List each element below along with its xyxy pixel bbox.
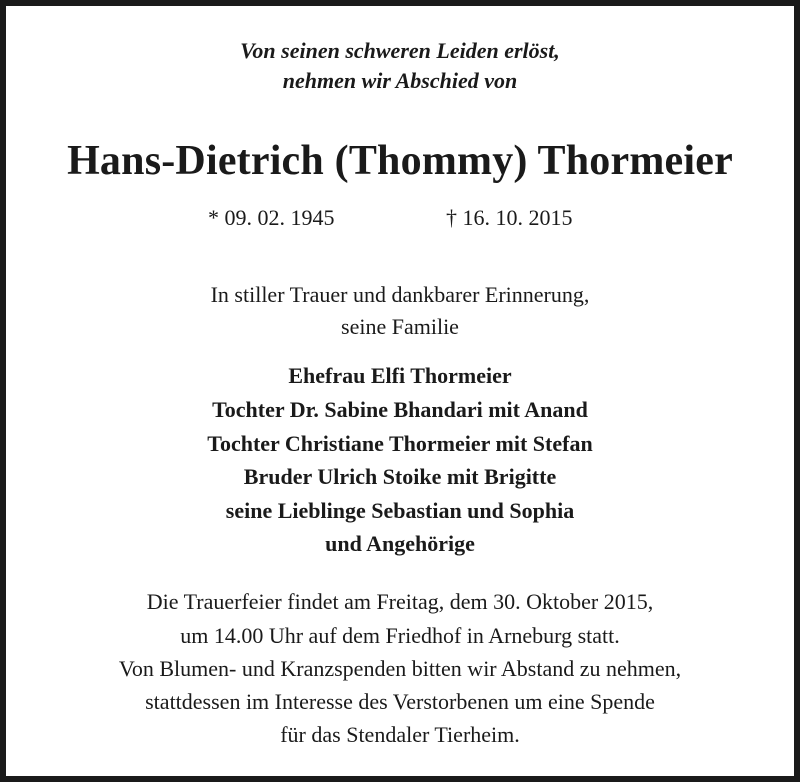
intro-line-1: Von seinen schweren Leiden erlöst, [240, 38, 560, 63]
service-line-5: für das Stendaler Tierheim. [280, 722, 520, 747]
family-member: seine Lieblinge Sebastian und Sophia [225, 498, 575, 523]
birth-date: * 09. 02. 1945 [208, 205, 335, 230]
mourning-line-1: In stiller Trauer und dankbarer Erinnerung, [210, 282, 590, 307]
family-member: Tochter Christiane Thormeier mit Stefan [207, 431, 593, 456]
family-member: Ehefrau Elfi Thormeier [288, 363, 512, 388]
death-date: † 16. 10. 2015 [446, 205, 573, 230]
service-line-3: Von Blumen- und Kranzspenden bitten wir Abstand zu nehmen, [118, 656, 682, 681]
service-line-2: um 14.00 Uhr auf dem Friedhof in Arneburg statt. [180, 623, 620, 648]
family-member: Tochter Dr. Sabine Bhandari mit Anand [212, 397, 588, 422]
service-line-1: Die Trauerfeier findet am Freitag, dem 30. Oktober 2015, [146, 589, 654, 614]
mourning-line-2: seine Familie [341, 314, 459, 339]
deceased-name: Hans-Dietrich (Thommy) Thormeier [67, 138, 733, 184]
intro-line-2: nehmen wir Abschied von [282, 68, 518, 93]
family-member: Bruder Ulrich Stoike mit Brigitte [243, 464, 557, 489]
service-line-4: stattdessen im Interesse des Verstorbenen um eine Spende [145, 689, 655, 714]
family-member: und Angehörige [325, 531, 475, 556]
